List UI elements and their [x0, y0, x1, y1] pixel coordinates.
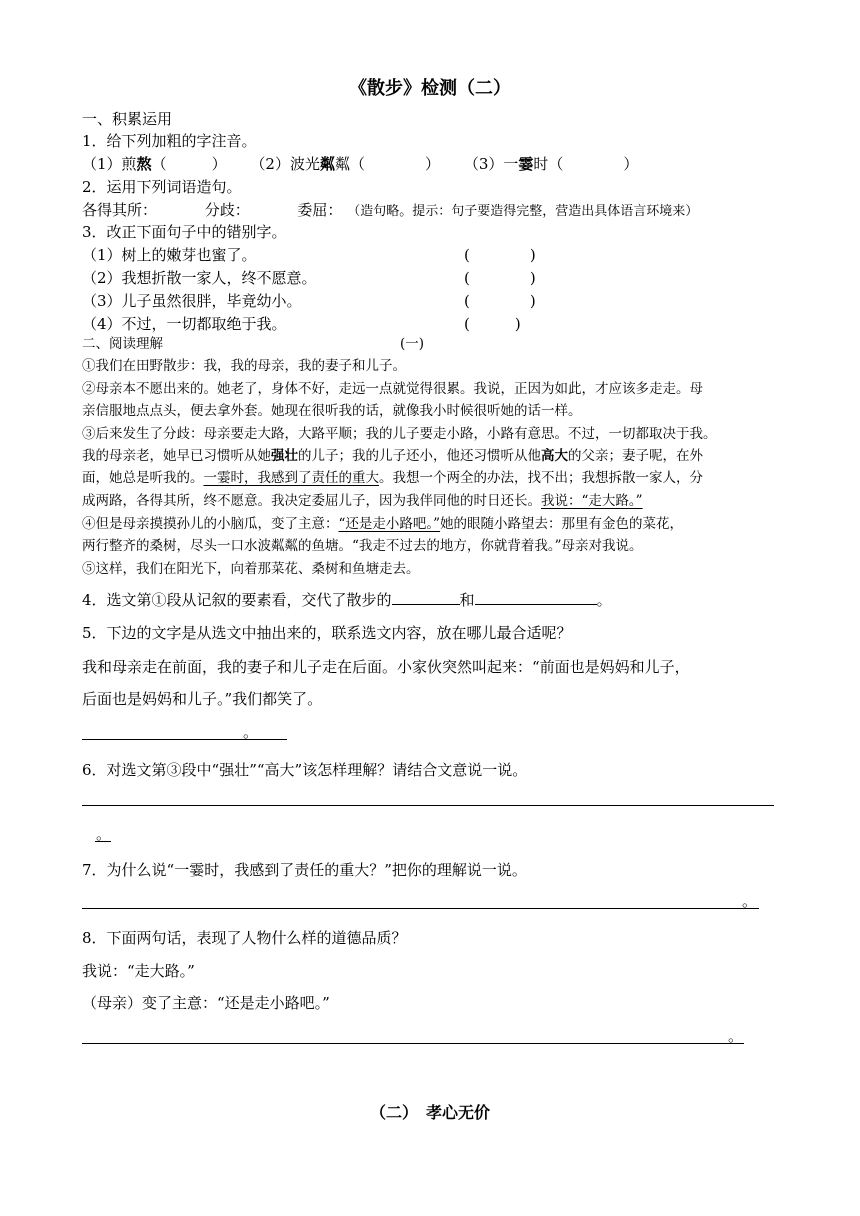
question-5-text-a: 我和母亲走在前面，我的妻子和儿子走在后面。小家伙突然叫起来：“前面也是妈妈和儿子，: [82, 658, 690, 676]
answer-period: 。: [742, 892, 758, 910]
section-two-heading: （二） 孝心无价: [369, 1103, 490, 1122]
question-5: 5．下边的文字是从选文中抽出来的，联系选文内容，放在哪儿最合适呢？: [82, 624, 572, 642]
answer-blank[interactable]: [392, 590, 460, 605]
question-5-text-b: 后面也是妈妈和儿子。”我们都笑了。: [82, 690, 323, 708]
question-2: 2．运用下列词语造句。: [82, 178, 242, 196]
question-3-item: （4）不过，一切都取绝于我。 ( ): [82, 315, 521, 333]
passage-paragraph-3a: ③后来发生了分歧：母亲要走大路，大路平顺；我的儿子要走小路，小路有意思。不过，一切都取决于我。: [82, 426, 717, 442]
question-3: 3．改正下面句子中的错别字。: [82, 223, 287, 241]
answer-line[interactable]: [82, 805, 774, 806]
passage-paragraph-2a: ②母亲本不愿出来的。她老了，身体不好，走远一点就觉得很累。我说，正因为如此，才应该多走走。母: [82, 381, 703, 397]
question-8-sentence-b: （母亲）变了主意：“还是走小路吧。”: [82, 994, 330, 1012]
question-8: 8．下面两句话，表现了人物什么样的道德品质？: [82, 929, 407, 947]
answer-period: 。: [728, 1027, 744, 1045]
question-1-items: （1）煎熬（ ） （2）波光粼粼（ ） （3）一霎时（ ）: [82, 155, 639, 173]
passage-paragraph-3c: 面，她总是听我的。一霎时，我感到了责任的重大。我想一个两全的办法，找不出；我想拆散一家人，分: [82, 470, 703, 486]
question-3-item: （2）我想折散一家人，终不愿意。 ( ): [82, 269, 536, 287]
passage-paragraph-3d: 成两路，各得其所，终不愿意。我决定委屈儿子，因为我伴同他的时日还长。我说：“走大路。”: [82, 493, 643, 509]
passage-paragraph-2b: 亲信服地点点头，便去拿外套。她现在很听我的话，就像我小时候很听她的话一样。: [82, 403, 582, 419]
question-3-item: （3）儿子虽然很胖，毕竟幼小。 ( ): [82, 292, 536, 310]
question-7: 7．为什么说“一霎时，我感到了责任的重大？”把你的理解说一说。: [82, 861, 527, 879]
question-2-words: 各得其所： 分歧： 委屈： （造句略。提示：句子要造得完整，营造出具体语言环境来）: [82, 201, 699, 219]
answer-blank[interactable]: [475, 590, 597, 605]
page-title: 《散步》检测（二）: [349, 78, 511, 99]
passage-paragraph-4b: 两行整齐的桑树，尽头一口水波粼粼的鱼塘。“我走不过去的地方，你就背着我。”母亲对我说。: [82, 538, 643, 554]
passage-paragraph-4a: ④但是母亲摸摸孙儿的小脑瓜，变了主意：“还是走小路吧。”她的眼随小路望去：那里有金色的菜花，: [82, 516, 684, 532]
question-6: 6．对选文第③段中“强壮”“高大”该怎样理解？请结合文意说一说。: [82, 761, 528, 779]
passage-paragraph-3b: 我的母亲老，她早已习惯听从她强壮的儿子；我的儿子还小，他还习惯听从他高大的父亲；妻子呢，在外: [82, 448, 703, 464]
answer-period: 。: [243, 723, 259, 741]
answer-line[interactable]: [82, 1043, 744, 1044]
question-4: 4．选文第①段从记叙的要素看，交代了散步的 和 。: [82, 591, 612, 609]
passage-paragraph-5: ⑤这样，我们在阳光下，向着那菜花、桑树和鱼塘走去。: [82, 561, 420, 577]
question-8-sentence-a: 我说：“走大路。”: [82, 962, 195, 980]
question-3-item: （1）树上的嫩芽也蜜了。 ( ): [82, 246, 536, 264]
passage-paragraph-1: ①我们在田野散步：我，我的母亲，我的妻子和儿子。: [82, 358, 406, 374]
answer-line[interactable]: [82, 908, 759, 909]
question-1: 1．给下列加粗的字注音。: [82, 132, 257, 150]
answer-period: 。: [96, 825, 112, 843]
section-heading-2: 二、阅读理解 (一): [82, 336, 425, 352]
section-heading-1: 一、积累运用: [82, 110, 173, 128]
